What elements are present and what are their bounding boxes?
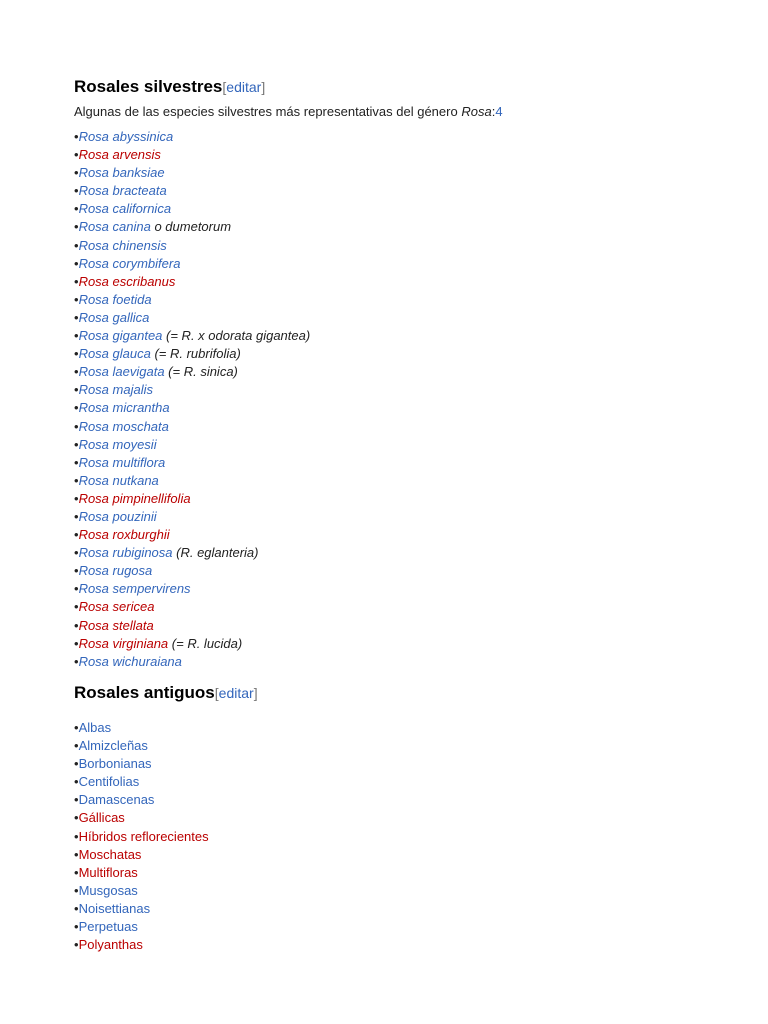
bullet: • (74, 846, 79, 862)
intro-genus: Rosa (461, 104, 492, 119)
item-link[interactable]: Perpetuas (78, 919, 138, 935)
list-item (74, 182, 310, 200)
bullet: • (74, 738, 79, 754)
item-note: (= R. x odorata gigantea) (162, 328, 311, 344)
item-note: (R. eglanteria) (172, 545, 259, 561)
item-link[interactable]: Rosa laevigata (78, 364, 165, 380)
bullet: • (74, 720, 79, 735)
bullet: • (74, 653, 79, 669)
item-link[interactable]: Rosa wichuraiana (78, 653, 182, 669)
list-item (74, 936, 209, 954)
list-item (74, 864, 209, 882)
list-item (74, 164, 310, 182)
bullet: • (74, 255, 79, 271)
item-link[interactable]: Rosa majalis (78, 382, 153, 398)
bullet: • (74, 418, 79, 434)
item-link[interactable]: Rosa sempervirens (78, 581, 191, 597)
bullet: • (74, 792, 79, 808)
item-link[interactable]: Rosa arvensis (78, 147, 161, 163)
edit-section-link[interactable]: editar (218, 685, 254, 701)
list-item (74, 882, 209, 900)
bullet: • (74, 864, 79, 880)
list-item (74, 490, 310, 508)
section-heading-antiguos (74, 683, 258, 703)
item-link[interactable]: Musgosas (78, 882, 138, 898)
bullet: • (74, 328, 79, 344)
list-item (74, 653, 310, 671)
item-link[interactable]: Rosa foetida (78, 291, 152, 307)
edit-bracket-open: [ (214, 685, 219, 701)
list-item (74, 773, 209, 791)
item-link[interactable]: Rosa nutkana (78, 472, 159, 488)
bullet: • (74, 900, 79, 916)
bullet: • (74, 165, 79, 181)
item-link[interactable]: Rosa stellata (78, 617, 154, 633)
bullet: • (74, 599, 79, 615)
bullet: • (74, 563, 79, 579)
list-item (74, 200, 310, 218)
item-link[interactable]: Borbonianas (78, 756, 152, 772)
bullet: • (74, 382, 79, 398)
reference-link[interactable]: 4 (495, 104, 503, 119)
old-roses-list (74, 719, 209, 954)
item-link[interactable]: Polyanthas (78, 937, 143, 953)
list-item (74, 273, 310, 291)
bullet: • (74, 919, 79, 935)
list-item (74, 755, 209, 773)
item-link[interactable]: Almizcleñas (78, 738, 148, 754)
bullet: • (74, 346, 79, 362)
intro-text: Algunas de las especies silvestres más representativas del género (74, 104, 462, 119)
item-note: (= R. sinica) (164, 364, 238, 380)
list-item (74, 809, 209, 827)
section-intro (74, 104, 503, 119)
item-link[interactable]: Moschatas (78, 846, 142, 862)
item-link[interactable]: Rosa californica (78, 201, 172, 217)
item-link[interactable]: Rosa gallica (78, 309, 150, 325)
item-link[interactable]: Albas (78, 720, 112, 735)
item-link[interactable]: Rosa gigantea (78, 328, 163, 344)
item-link[interactable]: Rosa pouzinii (78, 508, 157, 524)
list-item (74, 828, 209, 846)
list-item (74, 737, 209, 755)
item-link[interactable]: Rosa pimpinellifolia (78, 490, 191, 506)
item-note: o dumetorum (150, 219, 232, 235)
list-item (74, 635, 310, 653)
list-item (74, 508, 310, 526)
item-link[interactable]: Híbridos reflorecientes (78, 828, 209, 844)
bullet: • (74, 508, 79, 524)
item-link[interactable]: Rosa chinensis (78, 237, 167, 253)
bullet: • (74, 635, 79, 651)
item-link[interactable]: Rosa multiflora (78, 454, 166, 470)
bullet: • (74, 364, 79, 380)
bullet: • (74, 937, 79, 953)
bullet: • (74, 201, 79, 217)
item-link[interactable]: Rosa rugosa (78, 563, 153, 579)
list-item (74, 345, 310, 363)
bullet: • (74, 490, 79, 506)
edit-bracket-close: ] (261, 79, 266, 95)
item-link[interactable]: Damascenas (78, 792, 155, 808)
bullet: • (74, 400, 79, 416)
list-item (74, 454, 310, 472)
list-item (74, 363, 310, 381)
list-item (74, 218, 310, 236)
bullet: • (74, 273, 79, 289)
item-link[interactable]: Rosa micrantha (78, 400, 170, 416)
list-item (74, 719, 209, 737)
bullet: • (74, 828, 79, 844)
bullet: • (74, 581, 79, 597)
bullet: • (74, 472, 79, 488)
section-heading-silvestres (74, 77, 265, 97)
list-item (74, 399, 310, 417)
section-title: Rosales antiguos (74, 683, 215, 702)
intro-colon: : (491, 104, 496, 119)
bullet: • (74, 545, 79, 561)
bullet: • (74, 291, 79, 307)
list-item (74, 327, 310, 345)
item-link[interactable]: Rosa moyesii (78, 436, 157, 452)
list-item (74, 617, 310, 635)
bullet: • (74, 882, 79, 898)
edit-section-link-wrapper (222, 79, 265, 95)
bullet: • (74, 454, 79, 470)
item-link[interactable]: Noisettianas (78, 900, 151, 916)
edit-bracket-open: [ (222, 79, 227, 95)
item-link[interactable]: Rosa sericea (78, 599, 155, 615)
section-title: Rosales silvestres (74, 77, 223, 96)
list-item (74, 598, 310, 616)
bullet: • (74, 309, 79, 325)
list-item (74, 291, 310, 309)
item-link[interactable]: Rosa abyssinica (78, 129, 174, 144)
list-item (74, 918, 209, 936)
list-item (74, 309, 310, 327)
bullet: • (74, 774, 79, 790)
item-link[interactable]: Rosa canina (78, 219, 151, 235)
list-item (74, 562, 310, 580)
list-item (74, 255, 310, 273)
bullet: • (74, 183, 79, 199)
bullet: • (74, 527, 79, 543)
item-link[interactable]: Rosa glauca (78, 346, 151, 362)
list-item (74, 472, 310, 490)
edit-section-link[interactable]: editar (226, 79, 262, 95)
item-link[interactable]: Rosa rubiginosa (78, 545, 173, 561)
item-link[interactable]: Rosa roxburghii (78, 527, 170, 543)
item-link[interactable]: Rosa escribanus (78, 273, 176, 289)
item-note: (= R. rubrifolia) (150, 346, 241, 362)
bullet: • (74, 219, 79, 235)
list-item (74, 580, 310, 598)
item-link[interactable]: Gállicas (78, 810, 125, 826)
bullet: • (74, 617, 79, 633)
item-note: (= R. lucida) (168, 635, 243, 651)
bullet: • (74, 810, 79, 826)
list-item (74, 146, 310, 164)
item-link[interactable]: Rosa bracteata (78, 183, 167, 199)
item-link[interactable]: Rosa banksiae (78, 165, 165, 181)
list-item (74, 418, 310, 436)
item-link[interactable]: Rosa moschata (78, 418, 169, 434)
item-link[interactable]: Rosa corymbifera (78, 255, 181, 271)
species-list (74, 128, 310, 671)
item-link[interactable]: Centifolias (78, 774, 140, 790)
edit-section-link-wrapper (215, 685, 258, 701)
list-item (74, 526, 310, 544)
bullet: • (74, 129, 79, 144)
list-item (74, 846, 209, 864)
bullet: • (74, 436, 79, 452)
bullet: • (74, 147, 79, 163)
bullet: • (74, 237, 79, 253)
list-item (74, 900, 209, 918)
list-item (74, 128, 310, 146)
bullet: • (74, 756, 79, 772)
list-item (74, 791, 209, 809)
item-link[interactable]: Multifloras (78, 864, 138, 880)
list-item (74, 544, 310, 562)
list-item (74, 237, 310, 255)
list-item (74, 381, 310, 399)
list-item (74, 436, 310, 454)
item-link[interactable]: Rosa virginiana (78, 635, 169, 651)
edit-bracket-close: ] (253, 685, 258, 701)
